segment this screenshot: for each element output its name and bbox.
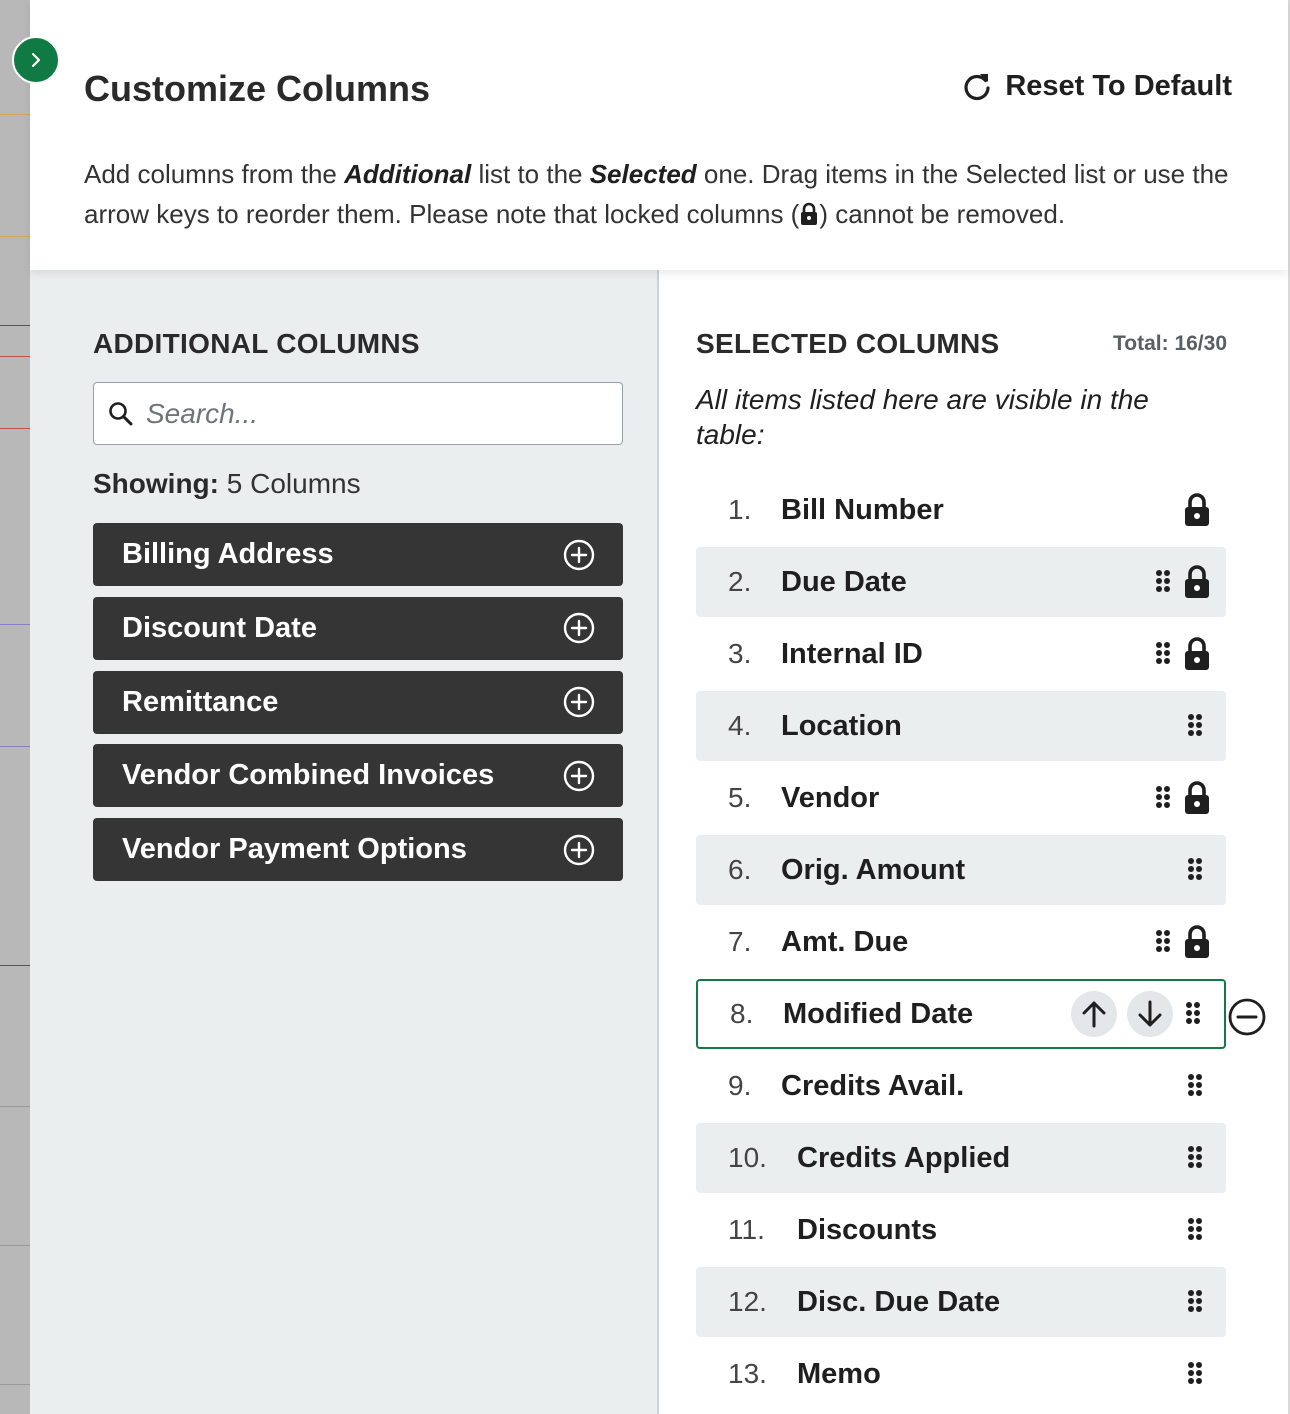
drag-handle-icon[interactable] xyxy=(1185,1360,1205,1388)
drag-handle-icon[interactable] xyxy=(1185,712,1205,740)
drag-handle-icon[interactable] xyxy=(1185,856,1205,884)
item-actions xyxy=(1185,1339,1205,1409)
drag-handle-icon[interactable] xyxy=(1185,1288,1205,1316)
column-number: 5. xyxy=(728,782,752,813)
search-box[interactable] xyxy=(93,382,623,445)
selected-columns-section xyxy=(659,270,1288,1414)
selected-column-item[interactable] xyxy=(696,979,1226,1049)
add-circle-icon[interactable] xyxy=(563,539,595,571)
additional-columns-title: ADDITIONAL COLUMNS xyxy=(93,328,420,359)
column-label: Disc. Due Date xyxy=(797,1285,1001,1318)
additional-column-item[interactable] xyxy=(93,597,623,660)
selected-note: All items listed here are visible in the table: xyxy=(696,384,1149,450)
total-count: Total: 16/30 xyxy=(1113,332,1227,355)
lock-icon xyxy=(1183,636,1211,672)
page-title: Customize Columns xyxy=(84,68,431,109)
column-number: 9. xyxy=(728,1070,752,1101)
selected-column-item[interactable] xyxy=(696,907,1226,977)
item-actions xyxy=(1185,835,1205,905)
column-number: 10. xyxy=(728,1142,767,1173)
column-label: Internal ID xyxy=(781,637,923,670)
additional-columns-section xyxy=(30,270,659,1414)
arrow-up-icon xyxy=(1079,999,1109,1029)
arrow-down-icon xyxy=(1135,999,1165,1029)
item-actions xyxy=(1153,763,1211,833)
drag-handle-icon[interactable] xyxy=(1153,640,1173,668)
column-number: 13. xyxy=(728,1358,767,1389)
column-label: Location xyxy=(781,709,902,742)
lock-icon xyxy=(1183,492,1211,528)
panel-header xyxy=(30,0,1288,270)
lock-icon xyxy=(1183,780,1211,816)
column-label: Orig. Amount xyxy=(781,853,966,886)
selected-column-item[interactable] xyxy=(696,1195,1226,1265)
selected-column-item[interactable] xyxy=(696,619,1226,689)
additional-column-item[interactable] xyxy=(93,744,623,807)
minus-circle-icon xyxy=(1227,997,1267,1037)
collapse-panel-button[interactable] xyxy=(12,36,60,84)
add-circle-icon[interactable] xyxy=(563,686,595,718)
background-page-strip xyxy=(0,0,30,1414)
item-actions xyxy=(1185,1123,1205,1193)
lock-icon xyxy=(799,202,819,226)
drag-handle-icon[interactable] xyxy=(1185,1216,1205,1244)
item-actions xyxy=(1185,1195,1205,1265)
column-label: Credits Applied xyxy=(797,1141,1011,1174)
customize-columns-panel xyxy=(30,0,1288,1414)
column-number: 8. xyxy=(730,998,754,1029)
item-actions xyxy=(1185,1051,1205,1121)
column-label: Amt. Due xyxy=(781,925,909,958)
search-icon xyxy=(108,401,134,427)
reset-to-default-button[interactable] xyxy=(961,70,1232,103)
add-circle-icon[interactable] xyxy=(563,612,595,644)
drag-handle-icon[interactable] xyxy=(1153,784,1173,812)
selected-column-item[interactable] xyxy=(696,1267,1226,1337)
add-circle-icon[interactable] xyxy=(563,834,595,866)
drag-handle-icon[interactable] xyxy=(1153,928,1173,956)
selected-column-item[interactable] xyxy=(696,1339,1226,1409)
selected-column-item[interactable] xyxy=(696,1051,1226,1121)
selected-column-item[interactable] xyxy=(696,691,1226,761)
item-actions xyxy=(1185,1267,1205,1337)
column-number: 6. xyxy=(728,854,752,885)
additional-column-label: Billing Address xyxy=(122,538,334,570)
remove-column-button[interactable] xyxy=(1227,997,1267,1042)
column-number: 4. xyxy=(728,710,752,741)
drag-handle-icon[interactable] xyxy=(1185,1144,1205,1172)
additional-column-label: Vendor Combined Invoices xyxy=(122,759,495,792)
move-down-button[interactable] xyxy=(1127,991,1173,1037)
additional-column-item[interactable] xyxy=(93,671,623,734)
column-number: 7. xyxy=(728,926,752,957)
lock-icon xyxy=(1183,924,1211,960)
selected-column-item[interactable] xyxy=(696,547,1226,617)
selected-column-item[interactable] xyxy=(696,475,1226,545)
column-label: Modified Date xyxy=(783,997,974,1030)
move-up-button[interactable] xyxy=(1071,991,1117,1037)
item-actions xyxy=(1071,981,1203,1047)
search-input[interactable] xyxy=(146,398,586,430)
additional-column-label: Discount Date xyxy=(122,611,317,644)
refresh-icon xyxy=(961,71,993,103)
additional-column-item[interactable] xyxy=(93,818,623,881)
column-number: 12. xyxy=(728,1286,767,1317)
column-label: Memo xyxy=(797,1357,881,1390)
column-number: 3. xyxy=(728,638,752,669)
drag-handle-icon[interactable] xyxy=(1153,568,1173,596)
column-label: Due Date xyxy=(781,565,907,598)
selected-column-item[interactable] xyxy=(696,1123,1226,1193)
additional-column-label: Vendor Payment Options xyxy=(122,833,467,866)
reset-label: Reset To Default xyxy=(1005,70,1232,102)
instructions-text: Add columns from the Additional list to the Selected one. Drag items in the Selected list or use the arrow keys to reorder them. Please note that locked columns ( ) cannot be removed. xyxy=(84,159,1229,229)
item-actions xyxy=(1153,619,1211,689)
additional-column-label: Remittance xyxy=(122,685,279,718)
drag-handle-icon[interactable] xyxy=(1185,1072,1205,1100)
selected-column-item[interactable] xyxy=(696,763,1226,833)
additional-column-item[interactable] xyxy=(93,523,623,586)
column-label: Vendor xyxy=(781,781,880,814)
column-label: Discounts xyxy=(797,1213,938,1246)
add-circle-icon[interactable] xyxy=(563,760,595,792)
column-label: Bill Number xyxy=(781,493,944,526)
showing-count: Showing: 5 Columns xyxy=(93,468,361,499)
item-actions xyxy=(1153,907,1211,977)
column-number: 2. xyxy=(728,566,752,597)
lock-icon xyxy=(1183,564,1211,600)
chevron-right-icon xyxy=(28,52,44,68)
selected-columns-title: SELECTED COLUMNS xyxy=(696,328,1000,359)
item-actions xyxy=(1185,691,1205,761)
item-actions xyxy=(1183,475,1211,545)
drag-handle-icon[interactable] xyxy=(1183,1000,1203,1028)
column-number: 1. xyxy=(728,494,752,525)
selected-column-item[interactable] xyxy=(696,835,1226,905)
column-number: 11. xyxy=(728,1214,765,1245)
column-label: Credits Avail. xyxy=(781,1069,965,1102)
item-actions xyxy=(1153,547,1211,617)
